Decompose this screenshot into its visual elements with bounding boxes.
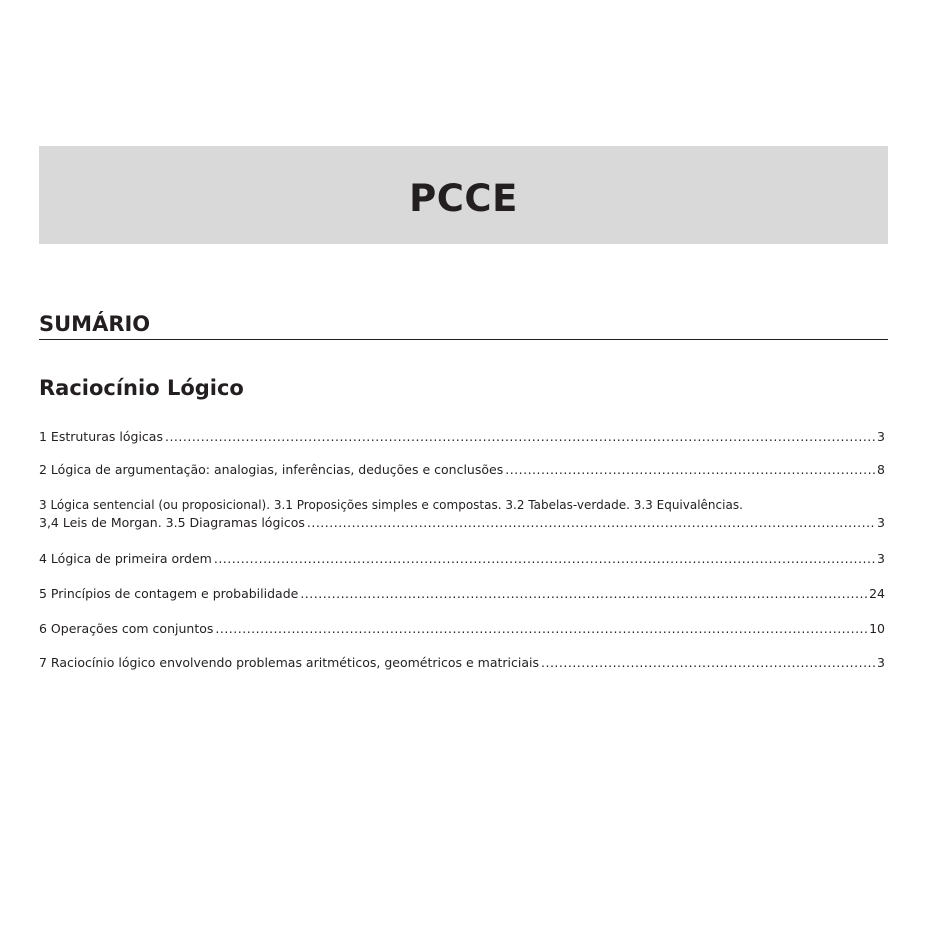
summary-heading [39, 311, 888, 340]
toc-entry-1 [39, 428, 885, 445]
toc-entry-text: 2 Lógica de argumentação: analogias, inferências, deduções e conclusões [39, 462, 504, 477]
toc-page-number: 3 [877, 429, 885, 444]
summary-heading-text: SUMÁRIO [39, 312, 151, 336]
document-title: PCCE [409, 176, 518, 220]
toc-dot-leader [505, 461, 875, 478]
toc-dot-leader [165, 428, 875, 445]
toc-entry-text: 6 Operações com conjuntos [39, 621, 214, 636]
toc-dot-leader [300, 585, 867, 602]
toc-dot-leader [214, 550, 875, 567]
toc-entry-3 [39, 497, 885, 531]
toc-dot-leader [307, 514, 875, 531]
toc-entry-7 [39, 654, 885, 671]
toc-entry-6 [39, 620, 885, 637]
toc-entry-text: 3,4 Leis de Morgan. 3.5 Diagramas lógicos [39, 515, 305, 530]
toc-page-number: 3 [877, 515, 885, 530]
section-title: Raciocínio Lógico [39, 376, 244, 400]
toc-entry-text: 4 Lógica de primeira ordem [39, 551, 212, 566]
toc-entry-text: 7 Raciocínio lógico envolvendo problemas aritméticos, geométricos e matriciais [39, 655, 539, 670]
toc-entry-text: 5 Princípios de contagem e probabilidade [39, 586, 299, 601]
toc-entry-5 [39, 585, 885, 602]
toc-page-number: 8 [877, 462, 885, 477]
toc-page-number: 3 [877, 551, 885, 566]
toc-entry-text: 1 Estruturas lógicas [39, 429, 163, 444]
toc-dot-leader [215, 620, 867, 637]
toc-page-number: 10 [869, 621, 885, 636]
title-banner [39, 146, 888, 244]
toc-entry-2 [39, 461, 885, 478]
toc-page-number: 24 [869, 586, 885, 601]
toc-entry-4 [39, 550, 885, 567]
toc-page-number: 3 [877, 655, 885, 670]
toc-dot-leader [541, 654, 875, 671]
toc-entry-text-line1: 3 Lógica sentencial (ou proposicional). 3.1 Proposições simples e compostas. 3.2 Tabelas-verdade. 3.3 Equivalências. [39, 498, 743, 512]
